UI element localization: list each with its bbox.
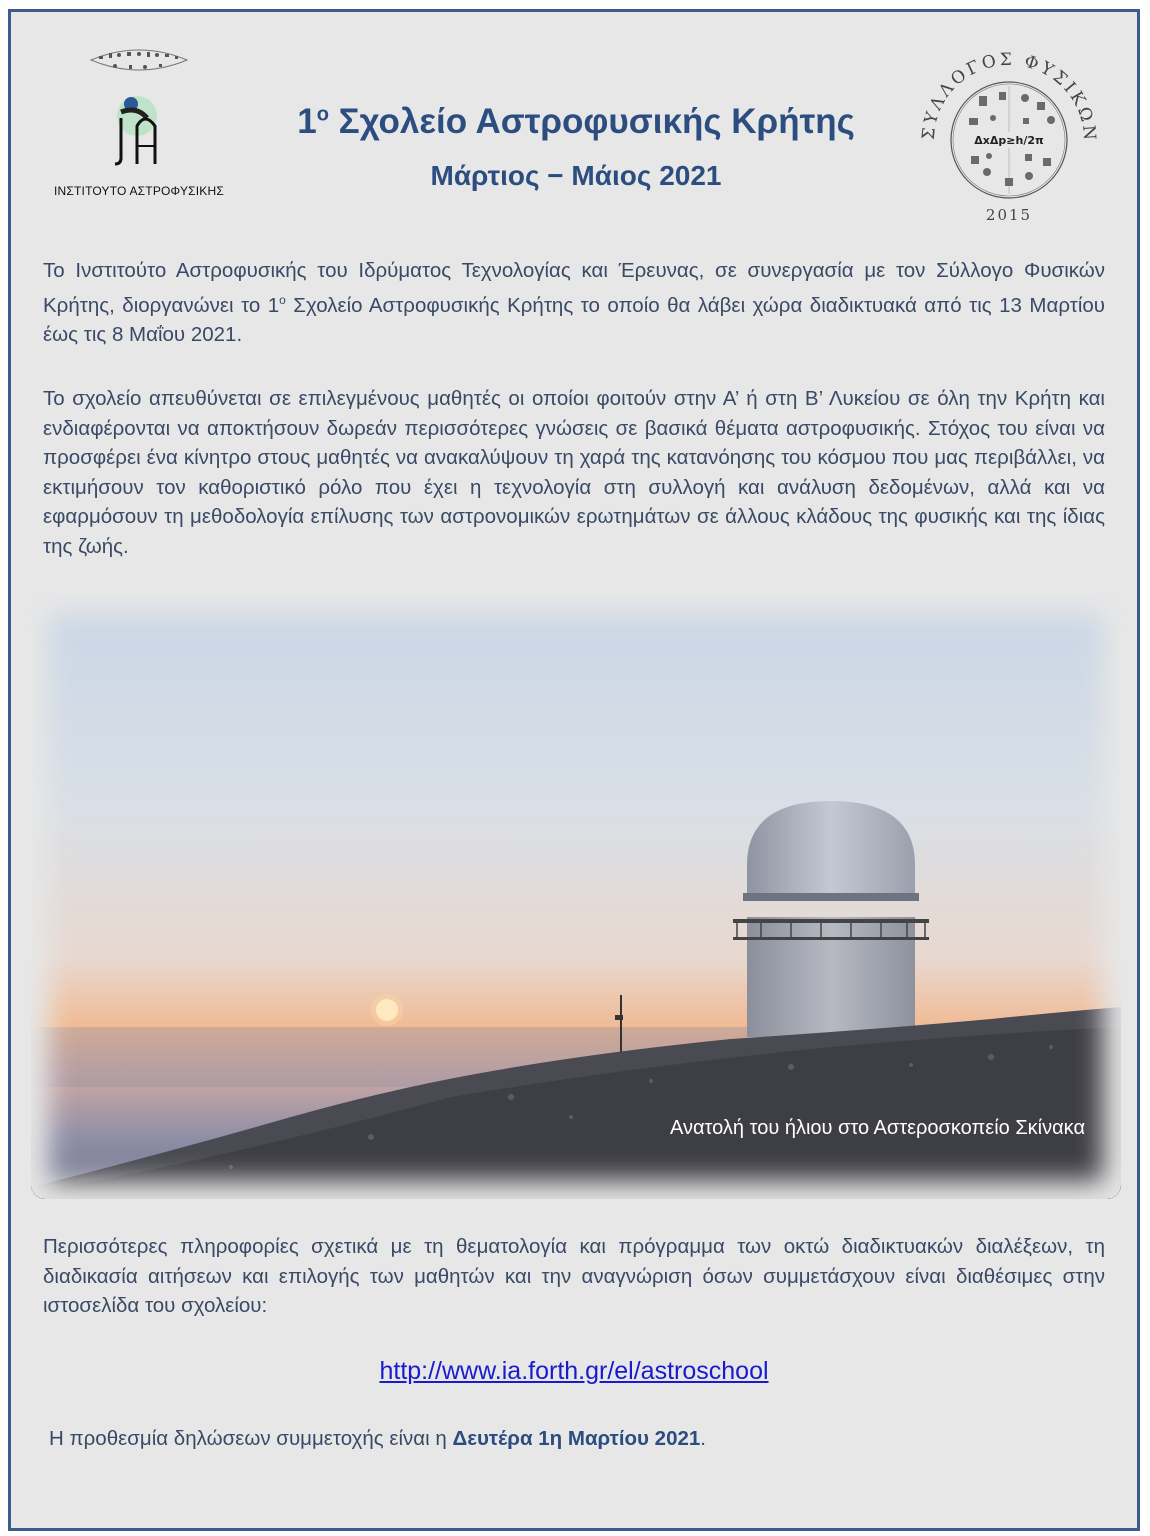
institute-logo [39,46,239,206]
seal-icon [909,40,1109,230]
flyer-page [8,9,1140,1531]
deadline-text: Η προθεσμία δηλώσεων συμμετοχής είναι η Δευτέρα 1η Μαρτίου 2021. [49,1427,706,1450]
seal-ring-text: ΣΥΛΛΟΓΟΣ ΦΥΣΙΚΩΝ [918,49,1100,144]
photo-caption: Ανατολή του ήλιου στο Αστεροσκοπείο Σκίνακα [670,1117,1085,1139]
school-website-link[interactable]: http://www.ia.forth.gr/el/astroschool [379,1357,769,1385]
sunrise-observatory-image [31,597,1121,1199]
deadline-date: Δευτέρα 1η Μαρτίου 2021 [452,1427,701,1450]
intro-paragraph: Το Ινστιτούτο Αστροφυσικής του Ιδρύματος Τεχνολογίας και Έρευνας, σε συνεργασία με τον Σύλλογο Φυσικών Κρήτης, διοργανώνει το $1^o$ Σχολείο Αστροφυσικής Κρήτης το οποίο θα λάβει χώρα διαδικτυακά από τις 13 Μαρτίου έως τις 8 Μαΐου 2021. [43,259,1105,346]
institute-label: ΙΝΣΤΙΤΟΥΤΟ ΑΣΤΡΟΦΥΣΙΚΗΣ [54,184,224,198]
page-subtitle: Μάρτιος − Μάιος 2021 [430,160,722,191]
svg-text:ΣΥΛΛΟΓΟΣ ΦΥΣΙΚΩΝ ΚΡΗΤΗΣ [909,40,1099,144]
observatory-photo [31,597,1121,1199]
association-seal [909,40,1109,235]
page-title: $1^o$ Σχολείο Αστροφυσικής Κρήτης [297,102,855,141]
more-info-paragraph: Περισσότερες πληροφορίες σχετικά με τη θεματολογία και πρόγραμμα των οκτώ διαδικτυακών διαλέξεων, τη διαδικασία αιτήσεων και επιλογής των μαθητών και την αναγνώριση όσων συμμετάσχουν είναι διαθέσιμες στην ιστοσελίδα του σχολείου: [43,1235,1105,1317]
seal-formula: ΔxΔp≥h/2π [974,134,1044,147]
seal-year: 2015 [985,206,1033,224]
ia-logo-icon [85,46,193,172]
description-paragraph: Το σχολείο απευθύνεται σε επιλεγμένους μαθητές οι οποίοι φοιτούν στην Α’ ή στη Β’ Λυκείου σε όλη την Κρήτη και ενδιαφέρονται να αποκτήσουν δωρεάν περισσότερες γνώσεις σε βασικά θέματα αστροφυσικής. Στόχος του είναι να προσφέρει ένα κίνητρο στους μαθητές να ανακαλύψουν τη χαρά της κατανόησης του κόσμου που μας περιβάλλει, να εκτιμήσουν τον καθοριστικό ρόλο που έχει η τεχνολογία στη συλλογή και ανάλυση δεδομένων, αλλά και να εφαρμόσουν τη μεθοδολογία επίλυσης των αστρονομικών ερωτημάτων σε άλλους κλάδους της φυσικής και της ίδιας της ζωής. [43,387,1105,558]
